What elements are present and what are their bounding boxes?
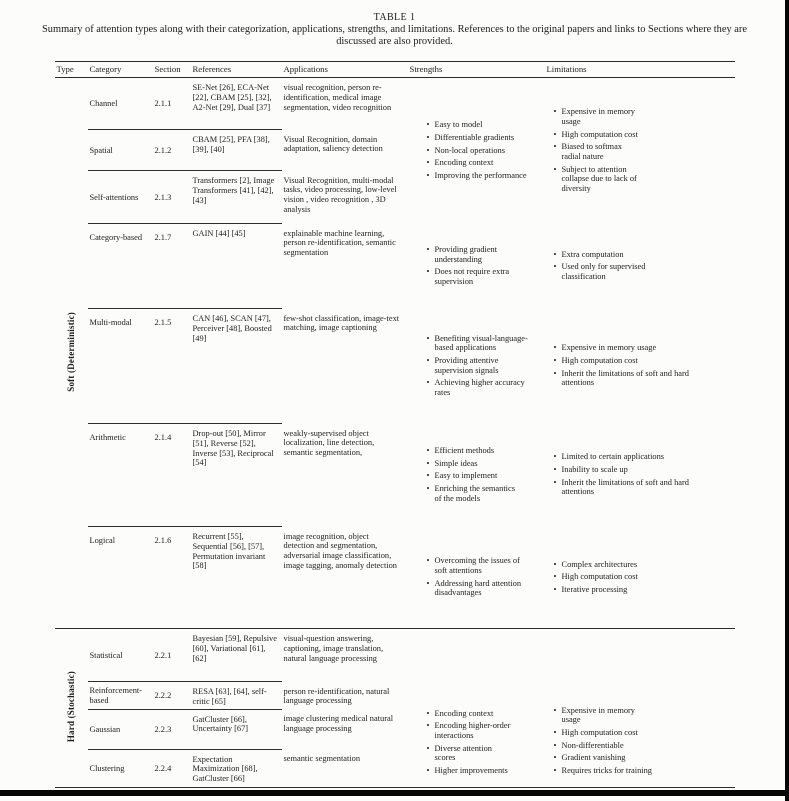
strengths-list (426, 334, 531, 398)
bullet-item: • Limited to certain applications (553, 452, 693, 462)
references-cell: GatCluster [66], Uncertainty [67] (191, 709, 282, 749)
references-cell: Expectation Maximization [68], GatCluster [66] (191, 749, 282, 787)
references-cell: CAN [46], SCAN [47], Perceiver [48], Boosted [49] (191, 309, 282, 424)
type-label-soft: Soft (Deterministic) (65, 312, 76, 392)
bullet-item: • Efficient methods (426, 446, 516, 456)
bullet-item: • Gradient vanishing (553, 753, 653, 763)
references-cell: Bayesian [59], Repulsive [60], Variational [61], [62] (191, 629, 282, 682)
strengths-list (426, 120, 531, 180)
strengths-cell (408, 78, 545, 224)
strengths-cell (408, 224, 545, 309)
col-header-category: Category (88, 62, 153, 78)
limitations-list (553, 560, 693, 595)
bullet-item: • Enriching the semantics of the models (426, 484, 516, 503)
section-cell: 2.2.4 (153, 749, 191, 787)
bullet-item: • Inability to scale up (553, 465, 693, 475)
bullet-item: • High computation cost (553, 728, 653, 738)
category-cell: Clustering (88, 749, 153, 787)
limitations-cell (545, 424, 735, 527)
bullet-item: • Addressing hard attention disadvantages (426, 579, 531, 598)
bullet-item: • Extra computation (553, 250, 663, 260)
page-edge-bottom (0, 790, 789, 796)
limitations-cell (545, 629, 735, 787)
strengths-list (426, 709, 511, 776)
bullet-item: • Benefiting visual-language-based applications (426, 334, 531, 353)
category-cell: Reinforcement-based (88, 682, 153, 709)
section-cell: 2.1.3 (153, 171, 191, 224)
limitations-cell (545, 309, 735, 424)
strengths-cell (408, 309, 545, 424)
applications-cell: semantic segmentation (282, 749, 408, 787)
type-label-hard: Hard (Stochastic) (65, 671, 76, 743)
bullet-item: • Differentiable gradients (426, 133, 531, 143)
bullet-item: • Does not require extra supervision (426, 267, 531, 286)
strengths-cell (408, 629, 545, 787)
section-cell: 2.1.1 (153, 78, 191, 130)
table-title: TABLE 1 (373, 12, 416, 23)
strengths-list (426, 446, 516, 503)
attention-summary-table (55, 61, 735, 787)
bullet-item: • Simple ideas (426, 459, 516, 469)
table-row (55, 309, 735, 424)
applications-cell: weakly-supervised object localization, line detection, semantic segmentation, (283, 428, 375, 458)
bullet-item: • Diverse attention scores (426, 744, 511, 763)
bullet-item: • Inherit the limitations of soft and hard attentions (553, 478, 693, 497)
applications-cell: Visual Recognition, multi-modal tasks, video processing, low-level vision , video recognition , 3D analysis (283, 175, 397, 214)
applications-cell: visual recognition, person re-identification, medical image segmentation, video recognition (283, 83, 392, 112)
bullet-item: • Used only for supervised classification (553, 262, 663, 281)
table-row (55, 224, 735, 309)
bullet-item: • Providing gradient understanding (426, 245, 531, 264)
applications-cell: visual-question answering, captioning, image translation, natural language processing (283, 634, 384, 663)
category-cell: Spatial (88, 130, 153, 171)
references-cell: Recurrent [55], Sequential [56], [57], Permutation invariant [58] (191, 527, 282, 629)
section-cell: 2.2.1 (153, 629, 191, 682)
section-cell: 2.1.7 (153, 224, 191, 309)
category-cell: Self-attentions (88, 171, 153, 224)
references-cell: Transformers [2], Image Transformers [41], [42], [43] (191, 171, 282, 224)
applications-cell: image recognition, object detection and segmentation, adversarial image classification, image tagging, anomaly detection (282, 527, 408, 629)
applications-cell: few-shot classification, image-text matching, image captioning (283, 313, 400, 333)
category-cell: Statistical (88, 629, 153, 682)
bullet-item: • Subject to attention collapse due to lack of diversity (553, 165, 641, 194)
section-cell: 2.1.6 (153, 527, 191, 629)
applications-cell: Visual Recognition, domain adaptation, saliency detection (283, 134, 383, 154)
section-cell: 2.1.5 (153, 309, 191, 424)
bullet-item: • Higher improvements (426, 766, 511, 776)
bullet-item: • Encoding context (426, 158, 531, 168)
category-cell: Arithmetic (88, 424, 153, 527)
bullet-item: • Providing attentive supervision signals (426, 356, 531, 375)
limitations-list (553, 706, 653, 776)
bullet-item: • Expensive in memory usage (553, 343, 693, 353)
bullet-item: • Achieving higher accuracy rates (426, 378, 531, 397)
bullet-item: • Non-local operations (426, 146, 531, 156)
col-header-applications: Applications (282, 62, 408, 78)
section-cell: 2.1.2 (153, 130, 191, 171)
col-header-limitations: Limitations (545, 62, 735, 78)
category-cell: Logical (88, 527, 153, 629)
category-cell: Channel (88, 78, 153, 130)
strengths-list (426, 556, 531, 598)
limitations-list (553, 107, 641, 193)
table-row (55, 424, 735, 527)
limitations-cell (545, 527, 735, 629)
bullet-item: • Iterative processing (553, 585, 693, 595)
bullet-item: • Expensive in memory usage (553, 107, 641, 126)
strengths-list (426, 245, 531, 287)
page-edge-right (785, 0, 789, 801)
section-cell: 2.2.3 (153, 709, 191, 749)
col-header-type: Type (55, 62, 88, 78)
limitations-list (553, 250, 663, 282)
col-header-references: References (191, 62, 282, 78)
references-cell: GAIN [44] [45] (191, 224, 282, 309)
bullet-item: • High computation cost (553, 572, 693, 582)
references-cell: CBAM [25], PFA [38], [39], [40] (191, 130, 282, 171)
section-cell: 2.2.2 (153, 682, 191, 709)
bullet-item: • High computation cost (553, 130, 641, 140)
table-row (55, 78, 735, 130)
bullet-item: • Easy to model (426, 120, 531, 130)
type-group-soft (55, 78, 88, 629)
category-cell: Category-based (88, 224, 153, 309)
bullet-item: • Complex architectures (553, 560, 693, 570)
bullet-item: • Encoding higher-order interactions (426, 721, 511, 740)
bullet-item: • Easy to implement (426, 471, 516, 481)
limitations-cell (545, 78, 735, 224)
category-cell: Multi-modal (88, 309, 153, 424)
col-header-strengths: Strengths (408, 62, 545, 78)
table-caption: Summary of attention types along with their categorization, applications, strengths, and limitations. References to the original papers and links to Sections where they are discussed are also provided. (42, 24, 747, 47)
applications-cell: image clustering medical natural language processing (283, 714, 394, 733)
bullet-item: • High computation cost (553, 356, 693, 366)
strengths-cell (408, 527, 545, 629)
table-row (55, 629, 735, 682)
category-cell: Gaussian (88, 709, 153, 749)
header-row (55, 62, 735, 78)
bullet-item: • Improving the performance (426, 171, 531, 181)
bullet-item: • Encoding context (426, 709, 511, 719)
bullet-item: • Biased to softmax radial nature (553, 142, 641, 161)
applications-cell: person re-identification, natural language processing (283, 686, 390, 706)
section-cell: 2.1.4 (153, 424, 191, 527)
bullet-item: • Expensive in memory usage (553, 706, 653, 725)
type-group-hard (55, 629, 88, 787)
limitations-list (553, 343, 693, 388)
table-row (55, 527, 735, 629)
references-cell: Drop-out [50], Mirror [51], Reverse [52], Inverse [53], Reciprocal [54] (191, 424, 282, 527)
bullet-item: • Non-differentiable (553, 741, 653, 751)
bullet-item: • Requires tricks for training (553, 766, 653, 776)
limitations-cell (545, 224, 735, 309)
references-cell: RESA [63], [64], self-critic [65] (191, 682, 282, 709)
col-header-section: Section (153, 62, 191, 78)
applications-cell: explainable machine learning, person re-identification, semantic segmentation (283, 228, 396, 258)
bullet-item: • Overcoming the issues of soft attentions (426, 556, 531, 575)
strengths-cell (408, 424, 545, 527)
limitations-list (553, 452, 693, 497)
bullet-item: • Inherit the limitations of soft and hard attentions (553, 369, 693, 388)
references-cell: SE-Net [26], ECA-Net [22], CBAM [25], [32], A2-Net [29], Dual [37] (191, 78, 282, 130)
